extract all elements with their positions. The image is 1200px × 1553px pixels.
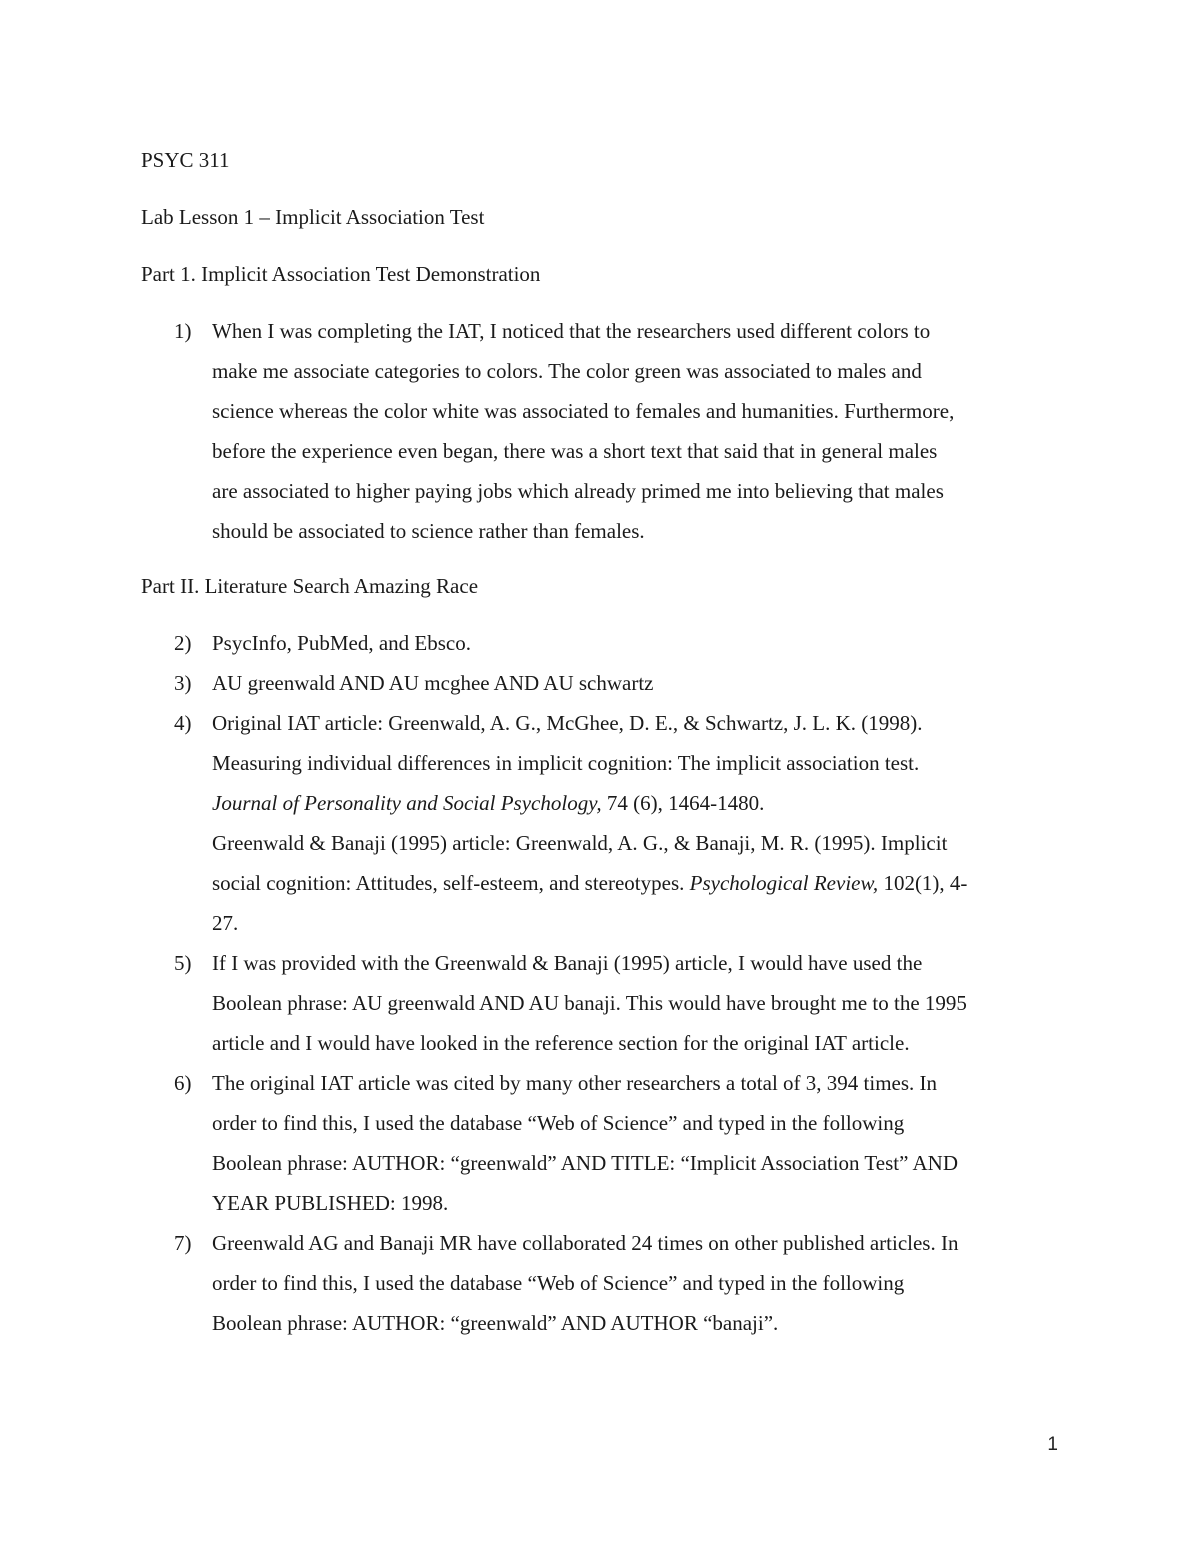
part1-list (141, 311, 1071, 551)
list-item-2 (141, 623, 1071, 663)
course-code: PSYC 311 (141, 148, 230, 172)
item-text-line: AU greenwald AND AU mcghee AND AU schwartz (212, 671, 654, 695)
citation-volume: 74 (6), 1464-1480. (601, 791, 765, 815)
item-text-line: order to find this, I used the database “Web of Science” and typed in the following (212, 1271, 905, 1295)
item-number: 6) (174, 1071, 192, 1095)
citation-line: Measuring individual differences in implicit cognition: The implicit association test. (212, 751, 920, 775)
citation-line (212, 783, 1071, 823)
journal-title: Psychological Review, (689, 871, 879, 895)
part2-heading: Part II. Literature Search Amazing Race (141, 574, 479, 598)
item-text-line: If I was provided with the Greenwald & Banaji (1995) article, I would have used the (212, 951, 923, 975)
item-text-line: order to find this, I used the database “Web of Science” and typed in the following (212, 1111, 905, 1135)
citation-volume: 102(1), 4- (878, 871, 968, 895)
list-item-5 (141, 943, 1071, 1063)
part1-heading: Part 1. Implicit Association Test Demonstration (141, 262, 541, 286)
item-text-line: PsycInfo, PubMed, and Ebsco. (212, 631, 471, 655)
item-text-line: make me associate categories to colors. The color green was associated to males and (212, 359, 922, 383)
item-text-line: article and I would have looked in the reference section for the original IAT article. (212, 1031, 910, 1055)
item-number: 5) (174, 951, 192, 975)
item-text-line: science whereas the color white was associated to females and humanities. Furthermore, (212, 399, 955, 423)
item-text-line: before the experience even began, there was a short text that said that in general males (212, 439, 938, 463)
item-text-line: Greenwald AG and Banaji MR have collaborated 24 times on other published articles. In (212, 1231, 959, 1255)
item-text-line: are associated to higher paying jobs which already primed me into believing that males (212, 479, 944, 503)
item-number: 7) (174, 1231, 192, 1255)
item-number: 1) (174, 319, 192, 343)
item-text-line: should be associated to science rather than females. (212, 519, 645, 543)
list-item-6 (141, 1063, 1071, 1223)
item-text-line: When I was completing the IAT, I noticed that the researchers used different colors to (212, 319, 931, 343)
citation-line: 27. (212, 911, 239, 935)
list-item-7 (141, 1223, 1071, 1343)
citation-line (212, 863, 1071, 903)
citation-title: social cognition: Attitudes, self-esteem, and stereotypes. (212, 871, 690, 895)
item-number: 2) (174, 631, 192, 655)
list-item-3 (141, 663, 1071, 703)
citation-line: Original IAT article: Greenwald, A. G., McGhee, D. E., & Schwartz, J. L. K. (1998). (212, 711, 923, 735)
part2-list (141, 623, 1071, 1343)
item-text-line: Boolean phrase: AU greenwald AND AU banaji. This would have brought me to the 1995 (212, 991, 967, 1015)
item-text-line: Boolean phrase: AUTHOR: “greenwald” AND AUTHOR “banaji”. (212, 1311, 779, 1335)
item-text-line: The original IAT article was cited by many other researchers a total of 3, 394 times. In (212, 1071, 938, 1095)
item-text-line: YEAR PUBLISHED: 1998. (212, 1191, 449, 1215)
document-body (141, 140, 1071, 1358)
citation-line: Greenwald & Banaji (1995) article: Greenwald, A. G., & Banaji, M. R. (1995). Implicit (212, 831, 948, 855)
lesson-title: Lab Lesson 1 – Implicit Association Test (141, 205, 485, 229)
journal-title: Journal of Personality and Social Psychology, (212, 791, 602, 815)
item-text-line: Boolean phrase: AUTHOR: “greenwald” AND TITLE: “Implicit Association Test” AND (212, 1151, 959, 1175)
page-number: 1 (1047, 1434, 1058, 1455)
item-number: 3) (174, 671, 192, 695)
list-item-4 (141, 703, 1071, 943)
item-number: 4) (174, 711, 192, 735)
list-item-1 (141, 311, 1071, 551)
